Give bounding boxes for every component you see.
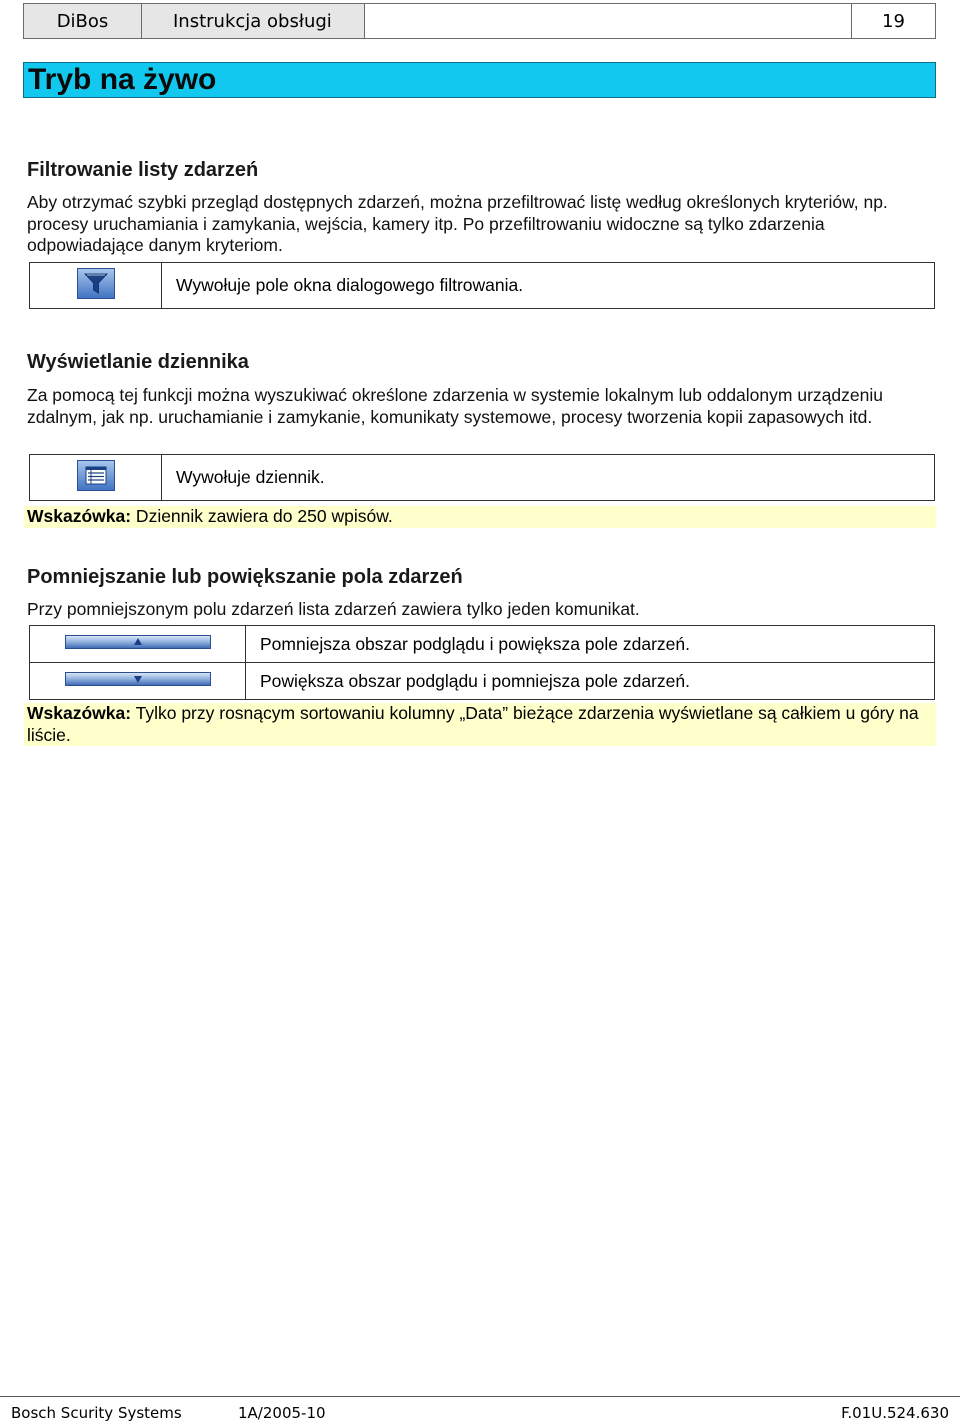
log-icon-cell bbox=[30, 455, 162, 500]
arrow-up-bar-icon[interactable] bbox=[65, 635, 211, 654]
header-product: DiBos bbox=[24, 4, 142, 38]
resize-table bbox=[29, 625, 935, 700]
footer-doc-number: F.01U.524.630 bbox=[841, 1404, 949, 1422]
footer-divider bbox=[0, 1396, 960, 1397]
log-row-text: Wywołuje dziennik. bbox=[176, 467, 325, 487]
filter-body: Aby otrzymać szybki przegląd dostępnych zdarzeń, można przefiltrować listę według określonych kryteriów, np. procesy uruchamiania i zamykania, wejścia, kamery itp. Po przefiltrowaniu widoczne są tylko zdarzenia odpowiadające danym kryteriom. bbox=[27, 192, 888, 255]
resize-row-shrink bbox=[30, 626, 934, 662]
filter-heading: Filtrowanie listy zdarzeń bbox=[27, 159, 259, 181]
filter-icon-cell bbox=[30, 263, 162, 308]
filter-row-text: Wywołuje pole okna dialogowego filtrowania. bbox=[176, 275, 524, 295]
page-header bbox=[23, 3, 936, 39]
header-doc-title: Instrukcja obsługi bbox=[142, 4, 365, 38]
resize-note bbox=[24, 703, 936, 746]
resize-body: Przy pomniejszonym polu zdarzeń lista zdarzeń zawiera tylko jeden komunikat. bbox=[27, 599, 640, 619]
resize-note-label: Wskazówka: bbox=[27, 703, 132, 723]
filter-funnel-icon[interactable] bbox=[77, 268, 115, 304]
header-spacer bbox=[365, 4, 852, 38]
header-page-number: 19 bbox=[852, 4, 935, 38]
page-title: Tryb na żywo bbox=[23, 62, 936, 98]
shrink-icon-cell bbox=[30, 626, 246, 662]
resize-heading: Pomniejszanie lub powiększanie pola zdarzeń bbox=[27, 566, 463, 588]
log-note-text: Dziennik zawiera do 250 wpisów. bbox=[131, 506, 393, 526]
resize-row-enlarge bbox=[30, 662, 934, 699]
footer-company: Bosch Scurity Systems bbox=[11, 1404, 182, 1422]
log-note bbox=[24, 506, 936, 528]
log-list-icon[interactable] bbox=[77, 460, 115, 496]
filter-row bbox=[29, 262, 935, 309]
log-row bbox=[29, 454, 935, 501]
log-body: Za pomocą tej funkcji można wyszukiwać określone zdarzenia w systemie lokalnym lub oddalonym urządzeniu zdalnym, jak np. uruchamianie i zamykanie, komunikaty systemowe, procesy tworzenia kopii zapasowych itd. bbox=[27, 385, 883, 427]
enlarge-row-text: Powiększa obszar podglądu i pomniejsza pole zdarzeń. bbox=[260, 670, 690, 691]
log-heading: Wyświetlanie dziennika bbox=[27, 351, 249, 373]
resize-note-text: Tylko przy rosnącym sortowaniu kolumny „Data” bieżące zdarzenia wyświetlane są całkiem u góry na liście. bbox=[27, 703, 919, 745]
arrow-down-bar-icon[interactable] bbox=[65, 672, 211, 691]
log-note-label: Wskazówka: bbox=[27, 506, 132, 526]
footer-version: 1A/2005-10 bbox=[238, 1404, 326, 1422]
enlarge-icon-cell bbox=[30, 663, 246, 699]
shrink-row-text: Pomniejsza obszar podglądu i powiększa pole zdarzeń. bbox=[260, 633, 690, 654]
